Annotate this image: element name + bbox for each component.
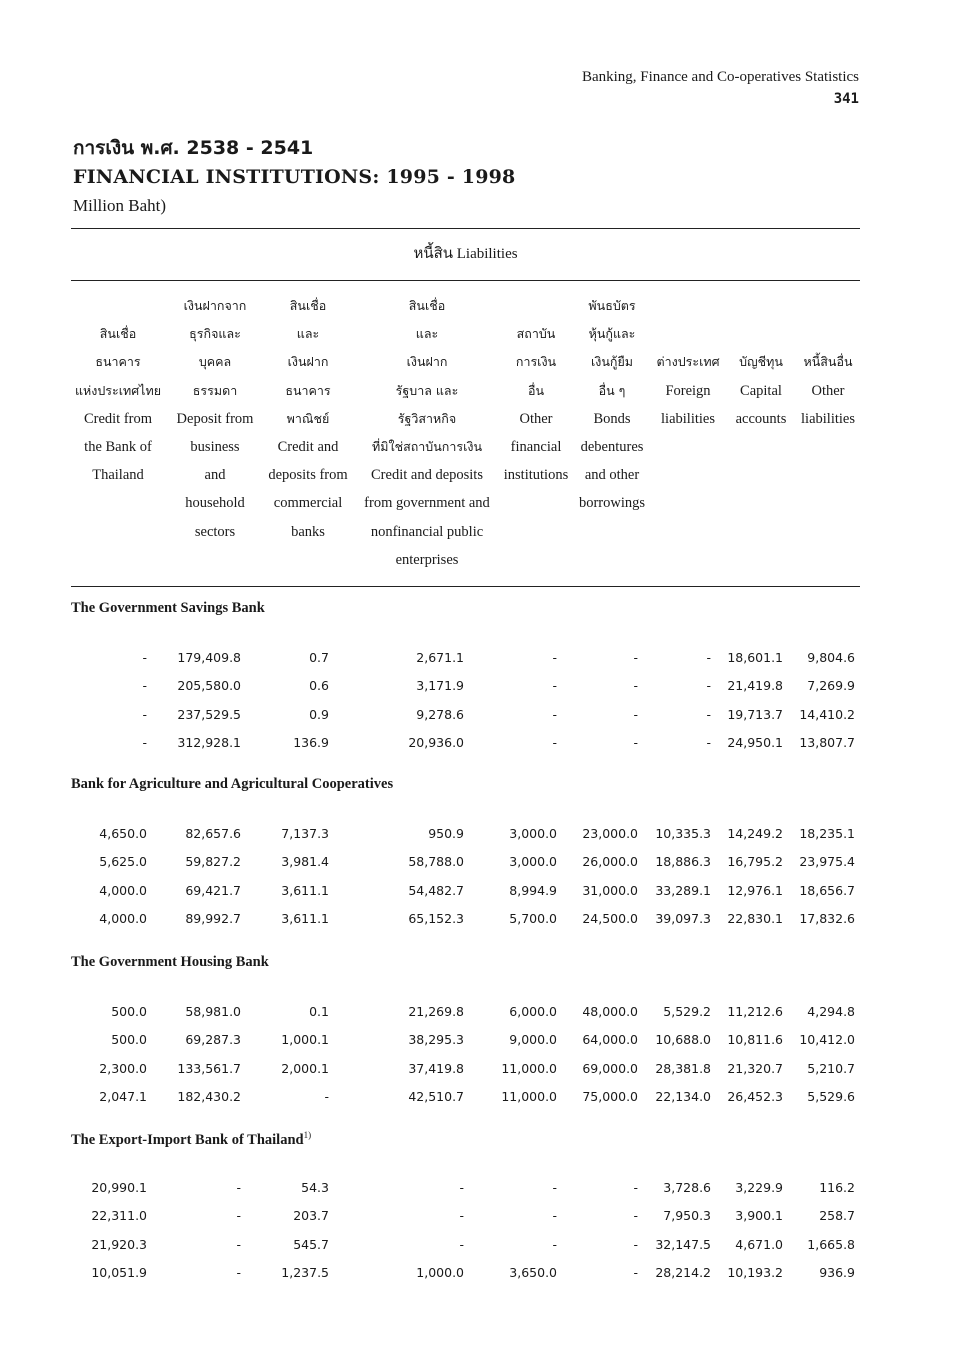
- table-cell: 4,671.0: [735, 1236, 783, 1252]
- table-cell: -: [552, 706, 557, 722]
- section-title: [71, 1130, 311, 1149]
- column-header-line: financial: [510, 439, 562, 455]
- table-cell: -: [633, 706, 638, 722]
- table-cell: 21,419.8: [727, 678, 783, 694]
- table-cell: 3,611.1: [281, 882, 329, 898]
- table-cell: 75,000.0: [582, 1088, 638, 1104]
- table-cell: 28,214.2: [655, 1264, 711, 1280]
- footnote-marker: 1): [303, 1130, 312, 1140]
- section-name: The Government Savings Bank: [71, 600, 265, 616]
- header-bottom-rule: [71, 586, 860, 587]
- table-cell: -: [633, 650, 638, 665]
- table-cell: -: [633, 734, 638, 750]
- table-cell: 32,147.5: [655, 1236, 711, 1252]
- table-cell: 5,210.7: [807, 1060, 855, 1076]
- table-cell: 12,976.1: [727, 882, 783, 898]
- table-cell: 24,950.1: [727, 734, 783, 750]
- table-cell: 3,171.9: [416, 678, 464, 694]
- table-cell: 48,000.0: [582, 1004, 638, 1019]
- column-header-line: Credit and deposits: [371, 467, 483, 484]
- table-cell: -: [142, 734, 147, 750]
- table-cell: 58,981.0: [185, 1004, 241, 1019]
- table-cell: -: [706, 734, 711, 750]
- table-cell: 18,601.1: [727, 650, 783, 665]
- table-cell: 42,510.7: [408, 1088, 464, 1104]
- table-cell: 1,665.8: [807, 1236, 855, 1252]
- column-header-line: Other: [519, 410, 553, 427]
- table-cell: 3,981.4: [281, 854, 329, 870]
- table-cell: 22,830.1: [727, 910, 783, 926]
- table-cell: -: [552, 734, 557, 750]
- table-cell: -: [459, 1180, 464, 1195]
- column-header-line: commercial: [273, 495, 343, 512]
- table-cell: 7,137.3: [281, 826, 329, 841]
- table-cell: 10,811.6: [727, 1032, 783, 1048]
- table-cell: 10,051.9: [91, 1264, 147, 1280]
- table-cell: 26,452.3: [727, 1088, 783, 1104]
- table-cell: 179,409.8: [177, 650, 241, 665]
- table-row: [71, 1004, 860, 1024]
- column-header-line: borrowings: [578, 495, 646, 512]
- column-header-line: Credit from: [83, 410, 153, 427]
- column-header-line: พาณิชย์: [286, 410, 330, 426]
- table-cell: 182,430.2: [177, 1088, 241, 1104]
- column-header-line: อื่น ๆ: [598, 382, 626, 398]
- table-cell: 4,650.0: [99, 826, 147, 841]
- column-header-line: deposits from: [268, 467, 348, 484]
- table-cell: 38,295.3: [408, 1032, 464, 1048]
- table-row: [71, 911, 860, 931]
- table-row: [71, 1208, 860, 1228]
- column-header-line: the Bank of: [84, 439, 152, 455]
- table-cell: 11,212.6: [727, 1004, 783, 1019]
- table-cell: 18,656.7: [799, 882, 855, 898]
- table-cell: 10,335.3: [655, 826, 711, 841]
- table-row: [71, 1061, 860, 1081]
- table-cell: -: [324, 1088, 329, 1104]
- section-title: [71, 954, 269, 971]
- table-cell: 20,990.1: [91, 1180, 147, 1195]
- table-cell: -: [236, 1264, 241, 1280]
- column-header-line: พันธบัตร: [588, 298, 636, 313]
- table-cell: 7,950.3: [663, 1208, 711, 1224]
- table-cell: 10,688.0: [655, 1032, 711, 1048]
- column-header-line: business: [190, 439, 240, 456]
- table-cell: 1,000.0: [416, 1264, 464, 1280]
- column-header-line: accounts: [735, 410, 787, 427]
- table-cell: 13,807.7: [799, 734, 855, 750]
- column-headers: [71, 292, 860, 582]
- title-english: FINANCIAL INSTITUTIONS: 1995 - 1998: [73, 166, 516, 188]
- table-cell: -: [142, 650, 147, 665]
- table-cell: 7,269.9: [807, 678, 855, 694]
- table-row: [71, 854, 860, 874]
- table-cell: 3,229.9: [735, 1180, 783, 1195]
- table-cell: 69,287.3: [185, 1032, 241, 1048]
- table-cell: 19,713.7: [727, 706, 783, 722]
- table-cell: 82,657.6: [185, 826, 241, 841]
- column-header-line: Capital: [740, 382, 782, 399]
- column-header-line: ต่างประเทศ: [656, 354, 720, 370]
- table-cell: 10,412.0: [799, 1032, 855, 1048]
- column-header-line: อื่น: [527, 382, 545, 398]
- column-header-line: Bonds: [593, 410, 631, 427]
- section-name: The Export-Import Bank of Thailand: [71, 1131, 304, 1148]
- table-cell: -: [633, 1264, 638, 1280]
- running-header: [582, 66, 859, 110]
- column-header-line: sectors: [194, 523, 236, 540]
- section-name: The Government Housing Bank: [71, 954, 269, 970]
- table-row: [71, 735, 860, 755]
- table-cell: 5,529.6: [807, 1088, 855, 1104]
- column-header-line: และ: [296, 326, 320, 342]
- column-header-line: หุ้นกู้และ: [588, 326, 636, 342]
- column-header-line: nonfinancial public: [370, 523, 484, 540]
- table-cell: 2,000.1: [281, 1060, 329, 1076]
- table-cell: 545.7: [293, 1236, 329, 1252]
- table-cell: 0.7: [309, 650, 329, 665]
- table-cell: 5,529.2: [663, 1004, 711, 1019]
- table-cell: 116.2: [819, 1180, 855, 1195]
- table-cell: 18,886.3: [655, 854, 711, 870]
- liabilities-group-header: หนี้สิน Liabilities: [413, 246, 518, 262]
- unit-label: Million Baht): [73, 196, 167, 215]
- title-thai: การเงิน พ.ศ. 2538 - 2541: [73, 137, 314, 159]
- table-cell: 11,000.0: [501, 1088, 557, 1104]
- table-cell: 9,278.6: [416, 706, 464, 722]
- table-cell: 20,936.0: [408, 734, 464, 750]
- table-cell: 4,000.0: [99, 910, 147, 926]
- table-cell: 500.0: [111, 1032, 147, 1048]
- section-title: [71, 776, 393, 793]
- column-header-line: หนี้สินอื่น: [803, 354, 853, 370]
- table-cell: 500.0: [111, 1004, 147, 1019]
- table-cell: 58,788.0: [408, 854, 464, 870]
- column-header-line: and: [204, 467, 226, 484]
- column-header-line: เงินฝาก: [287, 354, 329, 370]
- table-row: [71, 1237, 860, 1257]
- table-cell: 3,611.1: [281, 910, 329, 926]
- table-cell: 17,832.6: [799, 910, 855, 926]
- table-cell: 9,000.0: [509, 1032, 557, 1048]
- column-header-line: Credit and: [277, 439, 339, 456]
- column-header-line: household: [185, 495, 245, 512]
- column-header-line: สถาบัน: [516, 326, 556, 342]
- column-header-line: enterprises: [395, 551, 459, 568]
- column-header-line: และ: [415, 326, 439, 342]
- section-title: [71, 600, 265, 617]
- column-header-2: [165, 292, 265, 546]
- column-header-line: and other: [584, 467, 640, 484]
- table-cell: 5,700.0: [509, 910, 557, 926]
- table-cell: 203.7: [293, 1208, 329, 1224]
- column-header-9: [793, 348, 863, 433]
- group-header-rule: [71, 280, 860, 281]
- column-header-line: สินเชื่อ: [289, 298, 327, 313]
- table-cell: 31,000.0: [582, 882, 638, 898]
- table-cell: 2,300.0: [99, 1060, 147, 1076]
- column-header-5: [500, 320, 572, 489]
- table-cell: 10,193.2: [727, 1264, 783, 1280]
- table-cell: -: [142, 706, 147, 722]
- table-cell: -: [552, 650, 557, 665]
- table-cell: 37,419.8: [408, 1060, 464, 1076]
- column-header-line: เงินฝาก: [406, 354, 448, 370]
- table-row: [71, 883, 860, 903]
- table-cell: -: [633, 678, 638, 694]
- table-cell: 0.1: [309, 1004, 329, 1019]
- table-row: [71, 1265, 860, 1285]
- table-cell: -: [633, 1236, 638, 1252]
- table-cell: 2,671.1: [416, 650, 464, 665]
- column-header-line: Other: [811, 382, 845, 399]
- column-header-line: บัญชีทุน: [739, 354, 783, 370]
- column-header-line: Thailand: [92, 467, 144, 484]
- table-cell: 16,795.2: [727, 854, 783, 870]
- table-cell: 8,994.9: [509, 882, 557, 898]
- title-block: [73, 134, 515, 220]
- column-header-1: [68, 320, 168, 489]
- table-cell: 9,804.6: [807, 650, 855, 665]
- column-header-4: [352, 292, 502, 574]
- table-cell: 14,410.2: [799, 706, 855, 722]
- table-cell: 133,561.7: [177, 1060, 241, 1076]
- table-cell: 3,900.1: [735, 1208, 783, 1224]
- table-cell: 26,000.0: [582, 854, 638, 870]
- column-header-line: from government and: [364, 495, 490, 512]
- table-cell: -: [459, 1208, 464, 1224]
- column-header-line: Foreign: [665, 382, 711, 399]
- table-cell: 33,289.1: [655, 882, 711, 898]
- column-header-6: [573, 292, 651, 518]
- table-cell: 3,000.0: [509, 854, 557, 870]
- table-cell: 205,580.0: [177, 678, 241, 694]
- table-cell: -: [633, 1208, 638, 1224]
- column-header-line: Deposit from: [176, 410, 254, 427]
- table-cell: 1,000.1: [281, 1032, 329, 1048]
- table-cell: 950.9: [428, 826, 464, 841]
- table-cell: 22,134.0: [655, 1088, 711, 1104]
- table-row: [71, 1180, 860, 1200]
- table-cell: 89,992.7: [185, 910, 241, 926]
- table-row: [71, 678, 860, 698]
- column-header-line: liabilities: [661, 410, 715, 427]
- table-row: [71, 826, 860, 846]
- table-row: [71, 1089, 860, 1109]
- column-header-line: ธนาคาร: [285, 382, 331, 398]
- column-header-line: ธนาคาร: [95, 354, 141, 370]
- table-cell: 4,000.0: [99, 882, 147, 898]
- section-name: Bank for Agriculture and Agricultural Cooperatives: [71, 776, 394, 792]
- table-cell: 21,320.7: [727, 1060, 783, 1076]
- table-cell: -: [552, 1236, 557, 1252]
- column-header-line: ที่มิใช่สถาบันการเงิน: [372, 439, 482, 455]
- table-cell: -: [236, 1236, 241, 1252]
- table-cell: 6,000.0: [509, 1004, 557, 1019]
- table-cell: -: [142, 678, 147, 694]
- table-cell: 18,235.1: [799, 826, 855, 841]
- column-header-line: debentures: [580, 439, 644, 456]
- table-cell: 2,047.1: [99, 1088, 147, 1104]
- column-header-line: รัฐวิสาหกิจ: [397, 410, 457, 426]
- table-cell: 258.7: [819, 1208, 855, 1224]
- table-cell: 0.6: [309, 678, 329, 694]
- running-title: Banking, Finance and Co-operatives Statistics: [581, 69, 859, 85]
- table-cell: -: [552, 1180, 557, 1195]
- table-cell: 22,311.0: [91, 1208, 147, 1224]
- table-cell: 3,650.0: [509, 1264, 557, 1280]
- table-cell: 64,000.0: [582, 1032, 638, 1048]
- table-cell: 14,249.2: [727, 826, 783, 841]
- table-cell: -: [706, 650, 711, 665]
- table-row: [71, 707, 860, 727]
- table-cell: 3,000.0: [509, 826, 557, 841]
- table-cell: 136.9: [293, 734, 329, 750]
- table-cell: -: [633, 1180, 638, 1195]
- column-header-line: ธรรมดา: [192, 382, 238, 398]
- column-header-line: เงินฝากจาก: [183, 298, 247, 313]
- table-cell: 21,269.8: [408, 1004, 464, 1019]
- column-header-line: banks: [291, 523, 325, 540]
- column-header-line: รัฐบาล และ: [395, 382, 459, 398]
- table-cell: -: [236, 1180, 241, 1195]
- table-cell: 0.9: [309, 706, 329, 722]
- column-header-line: liabilities: [801, 410, 855, 427]
- column-header-line: ธุรกิจและ: [189, 326, 241, 342]
- table-cell: 69,421.7: [185, 882, 241, 898]
- table-cell: -: [706, 678, 711, 694]
- column-header-3: [263, 292, 353, 546]
- page-number: 341: [833, 91, 859, 107]
- column-header-8: [726, 348, 796, 433]
- table-cell: 5,625.0: [99, 854, 147, 870]
- table-cell: 4,294.8: [807, 1004, 855, 1019]
- column-header-line: สินเชื่อ: [99, 326, 137, 342]
- table-cell: 69,000.0: [582, 1060, 638, 1076]
- table-cell: 24,500.0: [582, 910, 638, 926]
- table-cell: 28,381.8: [655, 1060, 711, 1076]
- table-cell: -: [552, 1208, 557, 1224]
- table-cell: 237,529.5: [177, 706, 241, 722]
- table-cell: 23,000.0: [582, 826, 638, 841]
- column-header-line: การเงิน: [515, 354, 557, 370]
- table-row: [71, 1032, 860, 1052]
- table-cell: 21,920.3: [91, 1236, 147, 1252]
- table-row: [71, 650, 860, 670]
- column-header-line: แห่งประเทศไทย: [74, 382, 162, 398]
- table-cell: -: [552, 678, 557, 694]
- table-cell: -: [236, 1208, 241, 1224]
- table-cell: -: [459, 1236, 464, 1252]
- table-cell: 23,975.4: [799, 854, 855, 870]
- table-cell: -: [706, 706, 711, 722]
- table-cell: 54.3: [301, 1180, 329, 1195]
- table-cell: 65,152.3: [408, 910, 464, 926]
- table-cell: 11,000.0: [501, 1060, 557, 1076]
- table-cell: 3,728.6: [663, 1180, 711, 1195]
- table-cell: 54,482.7: [408, 882, 464, 898]
- table-cell: 39,097.3: [655, 910, 711, 926]
- column-header-7: [648, 348, 728, 433]
- column-header-line: สินเชื่อ: [408, 298, 446, 313]
- table-top-rule: [71, 228, 860, 229]
- column-header-line: เงินกู้ยืม: [590, 354, 634, 370]
- table-cell: 1,237.5: [281, 1264, 329, 1280]
- table-cell: 312,928.1: [177, 734, 241, 750]
- column-header-line: institutions: [503, 467, 569, 484]
- table-cell: 59,827.2: [185, 854, 241, 870]
- table-cell: 936.9: [819, 1264, 855, 1280]
- column-header-line: บุคคล: [198, 354, 232, 370]
